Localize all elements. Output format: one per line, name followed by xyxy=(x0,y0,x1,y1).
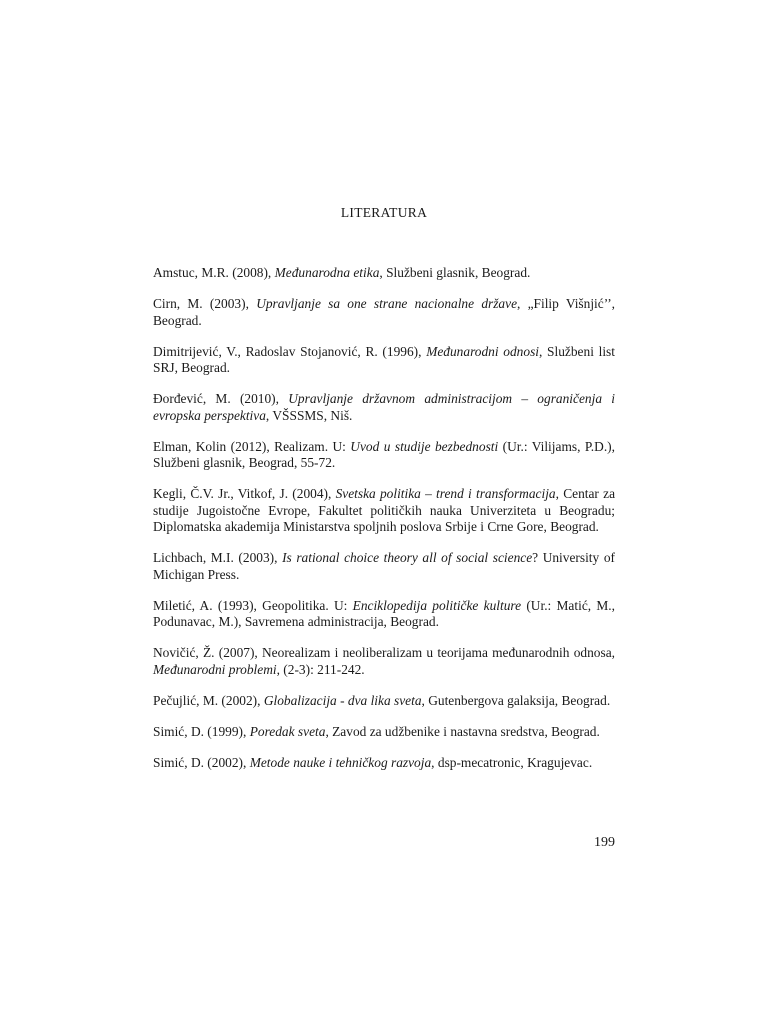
bibliography-entry xyxy=(153,296,615,329)
bibliography-entry xyxy=(153,391,615,424)
bibliography-list xyxy=(153,265,615,786)
entry-title: Uvod u studije bezbednosti xyxy=(350,438,499,454)
entry-title: Metode nauke i tehničkog razvoja xyxy=(249,754,432,770)
entry-title: Upravljanje sa one strane nacionalne države xyxy=(256,296,518,311)
bibliography-entry xyxy=(153,550,615,583)
document-page xyxy=(153,0,615,1024)
entry-publisher: , (2-3): 211-242. xyxy=(276,661,365,677)
entry-publisher: , Službeni glasnik, Beograd. xyxy=(379,265,531,280)
page-title: LITERATURA xyxy=(340,205,428,220)
bibliography-entry xyxy=(153,645,615,678)
entry-author-year: Simić, D. (2002), xyxy=(153,754,250,770)
entry-title: Enciklopedija političke kulture xyxy=(352,597,522,613)
entry-publisher: , dsp-mecatronic, Kragujevac. xyxy=(431,754,593,770)
entry-title: Svetska politika – trend i transformacija xyxy=(335,486,556,501)
entry-publisher: , Službeni list SRJ, Beograd. xyxy=(153,343,615,375)
entry-publisher: , Zavod za udžbenike i nastavna sredstva, Beograd. xyxy=(325,723,600,739)
entry-title: Is rational choice theory all of social science xyxy=(282,550,533,565)
entry-author-year: Novičić, Ž. (2007), Neorealizam i neoliberalizam u teorijama međunarodnih odnosa, xyxy=(153,645,615,660)
bibliography-entry xyxy=(153,344,615,377)
entry-author-year: Cirn, M. (2003), xyxy=(153,296,257,311)
bibliography-entry xyxy=(153,598,615,631)
bibliography-entry xyxy=(153,486,615,536)
entry-author-year: Dimitrijević, V., Radoslav Stojanović, R. (1996), xyxy=(153,343,427,359)
entry-publisher: (Ur.: Vilijams, P.D.), Službeni glasnik, Beograd, 55-72. xyxy=(153,438,615,470)
entry-author-year: Simić, D. (1999), xyxy=(153,723,250,739)
entry-publisher: ? University of Michigan Press. xyxy=(153,550,615,582)
entry-title: Međunarodna etika xyxy=(274,265,380,280)
entry-publisher: , Centar za studije Jugoistočne Evrope, Fakultet političkih nauka Univerziteta u Beogradu; Diplomatska akademija Ministarstva spoljnih poslova Srbije i Crne Gore, Beograd. xyxy=(153,486,616,534)
page-number: 199 xyxy=(594,835,615,850)
entry-title: Globalizacija - dva lika sveta xyxy=(263,692,422,708)
entry-publisher: , VŠSSMS, Niš. xyxy=(265,407,353,423)
entry-author-year: Amstuc, M.R. (2008), xyxy=(153,265,275,280)
bibliography-entry xyxy=(153,724,615,741)
entry-title: Poredak sveta xyxy=(249,723,326,739)
bibliography-entry xyxy=(153,265,615,282)
entry-publisher: , Gutenbergova galaksija, Beograd. xyxy=(421,692,611,708)
entry-publisher: , „Filip Višnjić’’, Beograd. xyxy=(153,296,615,328)
bibliography-entry xyxy=(153,755,615,772)
entry-author-year: Miletić, A. (1993), Geopolitika. U: xyxy=(153,597,353,613)
entry-title: Upravljanje državnom administracijom – ograničenja i evropska perspektiva xyxy=(153,391,616,423)
entry-author-year: Đorđević, M. (2010), xyxy=(153,391,289,406)
entry-publisher: (Ur.: Matić, M., Podunavac, M.), Savremena administracija, Beograd. xyxy=(153,597,615,629)
entry-title: Međunarodni odnosi xyxy=(426,343,539,359)
entry-author-year: Lichbach, M.I. (2003), xyxy=(153,550,283,565)
entry-author-year: Kegli, Č.V. Jr., Vitkof, J. (2004), xyxy=(153,486,336,501)
entry-author-year: Elman, Kolin (2012), Realizam. U: xyxy=(153,438,351,454)
entry-author-year: Pečujlić, M. (2002), xyxy=(153,692,264,708)
bibliography-entry xyxy=(153,439,615,472)
entry-title: Međunarodni problemi xyxy=(153,661,277,677)
bibliography-entry xyxy=(153,693,615,710)
